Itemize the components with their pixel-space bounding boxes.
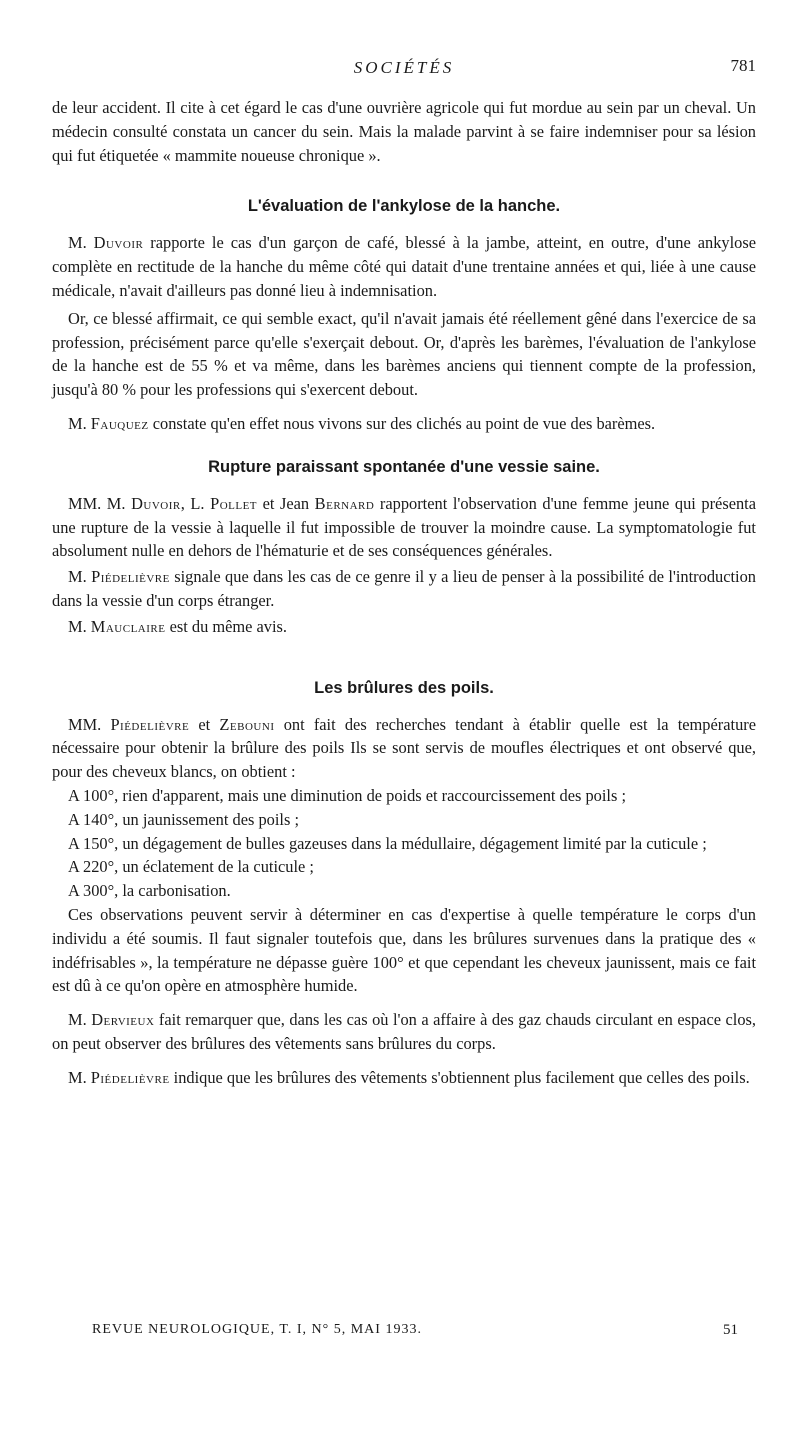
signature-mark: 51: [723, 1322, 738, 1338]
prefix: M.: [68, 233, 94, 253]
author-name: Dervieux: [91, 1010, 155, 1030]
section-title-rupture: Rupture paraissant spontanée d'une vessie saine.: [208, 457, 600, 476]
list-item: A 220°, un éclatement de la cuticule ;: [68, 857, 314, 877]
paragraph: [52, 615, 756, 639]
page-header: [52, 56, 756, 84]
page-number: 781: [730, 56, 756, 75]
list-item: A 100°, rien d'apparent, mais une diminution de poids et raccourcissement des poils ;: [68, 785, 627, 805]
list-item: A 140°, un jaunissement des poils ;: [68, 809, 300, 829]
running-head: SOCIÉTÉS: [353, 58, 455, 77]
paragraph: [52, 713, 756, 784]
paragraph-text: signale que dans les cas de ce genre il y a lieu de penser à la possibilité de l'introduction dans la vessie d'un corps étranger.: [52, 567, 756, 610]
author-name: Piédelièvre: [90, 1067, 170, 1087]
paragraph: [52, 231, 756, 302]
author-name: Pollet: [210, 493, 258, 513]
author-name: Piédelièvre: [110, 714, 190, 734]
paragraph: [52, 412, 756, 436]
paragraph-text: rapportent l'observation d'une femme jeune qui présenta une rupture de la vessie à laquelle il fut impossible de trouver la moindre cause. La symptomatologie fut absolument nulle en dehors de l'hématurie et de ses conséquences générales.: [52, 493, 756, 561]
prefix: M.: [68, 616, 91, 636]
author-name: Bernard: [314, 493, 375, 513]
paragraph-text: constate qu'en effet nous vivons sur des clichés au point de vue des barèmes.: [148, 413, 656, 433]
author-name: Mauclaire: [90, 616, 166, 636]
paragraph-text: rapporte le cas d'un garçon de café, blessé à la jambe, atteint, en outre, d'une ankylose complète en rectitude de la hanche du même côté qui datait d'une trentaine années et qui, liée à une cause médicale, n'avait d'ailleurs pas donné lieu à indemnisation.: [52, 233, 756, 300]
page-content: [52, 56, 756, 1090]
prefix: MM.: [68, 714, 111, 734]
section-title-brulures: Les brûlures des poils.: [314, 678, 494, 697]
prefix: MM. M.: [68, 493, 132, 513]
paragraph: Ces observations peuvent servir à déterminer en cas d'expertise à quelle température le corps d'un individu a été soumis. Il faut signaler toutefois que, dans les brûlures survenues dans la pratique des « indéfrisables », la température ne dépasse guère 100° et que cependant les cheveux jaunissent, mais ce fait est dû à ce qu'on opère en atmosphère humide.: [52, 904, 756, 996]
author-name: Duvoir: [93, 233, 144, 253]
prefix: M.: [68, 413, 91, 433]
section-title-ankylose: L'évaluation de l'ankylose de la hanche.: [247, 197, 561, 216]
connector: et: [189, 714, 220, 734]
paragraph-text: indique que les brûlures des vêtements s'obtiennent plus facilement que celles des poils.: [169, 1067, 750, 1087]
prefix: M.: [68, 567, 92, 587]
connector: et Jean: [257, 493, 315, 513]
prefix: M.: [68, 1010, 92, 1030]
author-name: Duvoir: [131, 493, 181, 513]
author-name: Fauquez: [90, 413, 149, 433]
opening-paragraph: de leur accident. Il cite à cet égard le cas d'une ouvrière agricole qui fut mordue au sein par un cheval. Un médecin consulté constata un cancer du sein. Mais la malade parvint à se faire indemniser pour sa lésion qui fut étiquetée « mammite noueuse chronique ».: [52, 98, 756, 165]
author-name: Piédelièvre: [91, 567, 170, 587]
paragraph: [52, 1008, 756, 1056]
paragraph: [52, 1066, 756, 1090]
paragraph: Or, ce blessé affirmait, ce qui semble exact, qu'il n'avait jamais été réellement gêné dans l'exercice de sa profession, précisément parce qu'elle s'exerçait debout. Or, d'après les barèmes, l'évaluation de l'ankylose de la hanche est de 55 % et va même, dans les barèmes anciens qui tiennent compte de la profession, jusqu'à 80 % pour les professions qui s'exercent debout.: [52, 308, 756, 400]
paragraph: [52, 492, 756, 563]
prefix: M.: [68, 1067, 91, 1087]
list-item: A 150°, un dégagement de bulles gazeuses dans la médullaire, dégagement limité par la cuticule ;: [68, 833, 707, 853]
paragraph: [52, 565, 756, 613]
connector: , L.: [180, 493, 211, 513]
paragraph-text: ont fait des recherches tendant à établir quelle est la température nécessaire pour obtenir la brûlure des poils Ils se sont servis de moufles électriques et ont observé que, pour des cheveux blancs, on obtient :: [52, 714, 756, 782]
paragraph-text: est du même avis.: [165, 616, 288, 636]
author-name: Zebouni: [219, 714, 275, 734]
journal-citation: REVUE NEUROLOGIQUE, T. I, N° 5, MAI 1933.: [92, 1322, 422, 1337]
list-item: A 300°, la carbonisation.: [68, 881, 231, 901]
page-footer: [92, 1322, 738, 1344]
paragraph-text: fait remarquer que, dans les cas où l'on a affaire à des gaz chauds circulant en espace clos, on peut observer des brûlures des vêtements sans brûlures du corps.: [52, 1010, 756, 1053]
